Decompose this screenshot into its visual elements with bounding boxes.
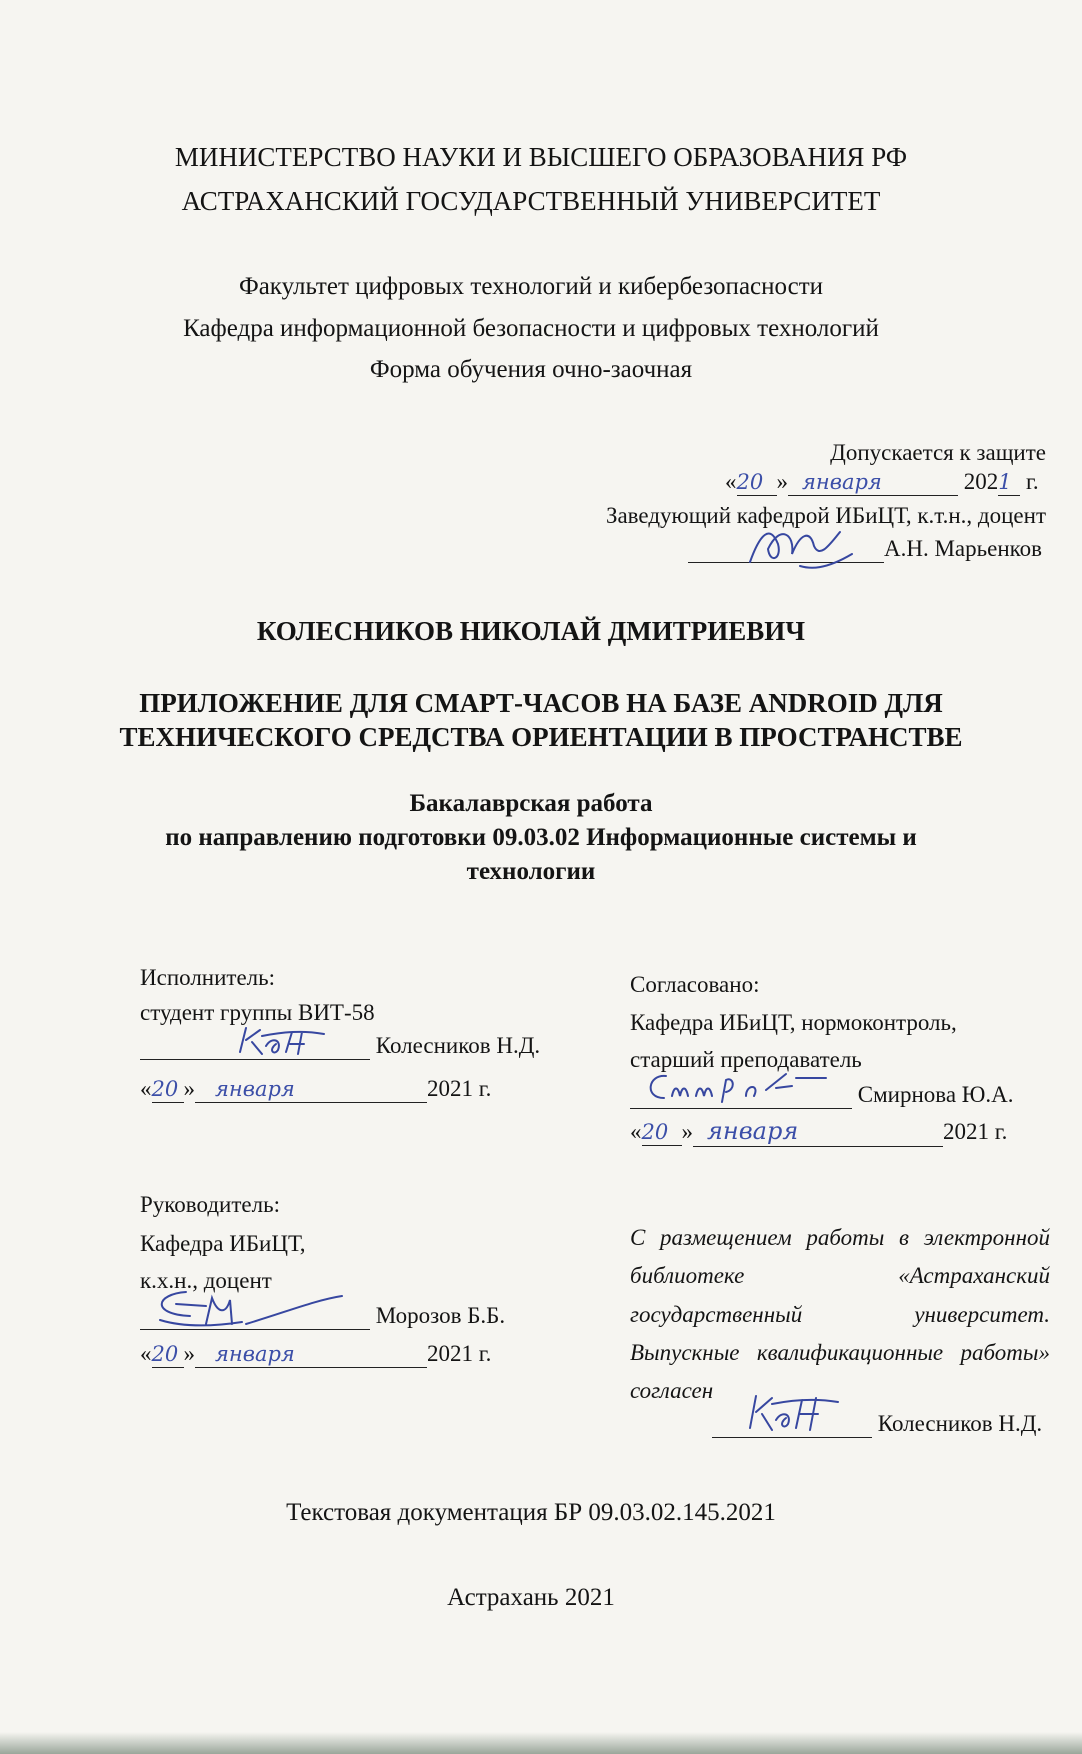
- consent-line-5: согласен: [630, 1378, 714, 1403]
- executor-signature-line: [140, 1033, 540, 1060]
- document-code: Текстовая документация БР 09.03.02.145.2021: [286, 1499, 776, 1526]
- handwritten-day: 20: [151, 1342, 179, 1366]
- head-position: Заведующий кафедрой ИБиЦТ, к.т.н., доцент: [605, 503, 1046, 528]
- thesis-title-line-2: ТЕХНИЧЕСКОГО СРЕДСТВА ОРИЕНТАЦИИ В ПРОСТРАНСТВЕ: [119, 722, 963, 752]
- year-prefix: 202: [963, 469, 999, 494]
- agreed-signature: [636, 1066, 836, 1106]
- month-field: [693, 1118, 943, 1147]
- ministry-heading: МИНИСТЕРСТВО НАУКИ И ВЫСШЕГО ОБРАЗОВАНИЯ РФ: [174, 142, 908, 172]
- executor-group: студент группы ВИТ-58: [140, 1000, 375, 1025]
- agreed-line-2: старший преподаватель: [630, 1047, 862, 1072]
- quote-close: »: [776, 469, 788, 494]
- executor-year: 2021 г.: [427, 1076, 492, 1101]
- handwritten-month: января: [802, 470, 882, 494]
- executor-date: «20 » января 2021 г.: [140, 1076, 491, 1103]
- study-form: Форма обучения очно-заочная: [369, 356, 693, 383]
- executor-label: Исполнитель:: [140, 965, 276, 990]
- handwritten-month: января: [215, 1077, 295, 1101]
- study-direction: по направлению подготовки 09.03.02 Информационные системы и: [165, 824, 917, 851]
- consent-line-2: библиотеке «Астраханский: [630, 1263, 1050, 1288]
- year-field: [998, 469, 1020, 496]
- agreed-year: 2021 г.: [943, 1119, 1008, 1144]
- head-signature: [740, 514, 860, 574]
- supervisor-department: Кафедра ИБиЦТ,: [140, 1231, 306, 1256]
- year-suffix: г.: [1026, 469, 1039, 494]
- approval-date: [725, 469, 1039, 496]
- scan-bottom-edge: [0, 1732, 1082, 1754]
- month-field: [195, 1076, 427, 1103]
- month-field: [788, 469, 958, 496]
- month-field: [195, 1341, 427, 1368]
- head-name: А.Н. Марьенков: [884, 536, 1043, 561]
- consent-name: Колесников Н.Д.: [877, 1411, 1043, 1436]
- executor-signature: [232, 1022, 332, 1062]
- handwritten-day: 20: [641, 1120, 669, 1144]
- consent-line-4: Выпускные квалификационные работы»: [630, 1340, 1050, 1365]
- handwritten-day: 20: [151, 1077, 179, 1101]
- day-field: [152, 1341, 184, 1368]
- faculty-name: Факультет цифровых технологий и кибербезопасности: [238, 273, 824, 300]
- handwritten-month: января: [215, 1342, 295, 1366]
- quote-open: «: [725, 469, 737, 494]
- handwritten-month: января: [707, 1117, 799, 1145]
- day-field: [152, 1076, 184, 1103]
- supervisor-label: Руководитель:: [140, 1192, 280, 1217]
- supervisor-signature: [146, 1284, 346, 1334]
- supervisor-degree: к.х.н., доцент: [140, 1268, 272, 1293]
- executor-name: Колесников Н.Д.: [375, 1033, 541, 1058]
- study-direction-cont: технологии: [466, 858, 596, 885]
- supervisor-year: 2021 г.: [427, 1341, 492, 1366]
- day-field: [642, 1119, 682, 1146]
- supervisor-date: «20 » января 2021 г.: [140, 1341, 491, 1368]
- consent-line-1: С размещением работы в электронной: [630, 1225, 1050, 1250]
- thesis-title-line-1: ПРИЛОЖЕНИЕ ДЛЯ СМАРТ-ЧАСОВ НА БАЗЕ ANDROID ДЛЯ: [139, 688, 943, 718]
- day-field: [737, 469, 777, 496]
- university-heading: АСТРАХАНСКИЙ ГОСУДАРСТВЕННЫЙ УНИВЕРСИТЕТ: [181, 186, 881, 216]
- approval-title: Допускается к защите: [830, 440, 1046, 465]
- agreed-label: Согласовано:: [630, 972, 760, 997]
- agreed-date: «20 » января 2021 г.: [630, 1117, 1008, 1145]
- place-and-year: Астрахань 2021: [447, 1584, 615, 1611]
- agreed-line-1: Кафедра ИБиЦТ, нормоконтроль,: [630, 1010, 957, 1035]
- consent-line-3: государственный университет.: [630, 1302, 1050, 1327]
- department-name: Кафедра информационной безопасности и цифровых технологий: [183, 315, 879, 342]
- consent-signature: [742, 1388, 842, 1438]
- supervisor-name: Морозов Б.Б.: [375, 1303, 506, 1328]
- work-type: Бакалаврская работа: [409, 790, 653, 817]
- handwritten-day: 20: [736, 470, 764, 494]
- agreed-name: Смирнова Ю.А.: [857, 1082, 1014, 1107]
- handwritten-year-digit: 1: [998, 470, 1012, 494]
- author-name: КОЛЕСНИКОВ НИКОЛАЙ ДМИТРИЕВИЧ: [256, 616, 806, 646]
